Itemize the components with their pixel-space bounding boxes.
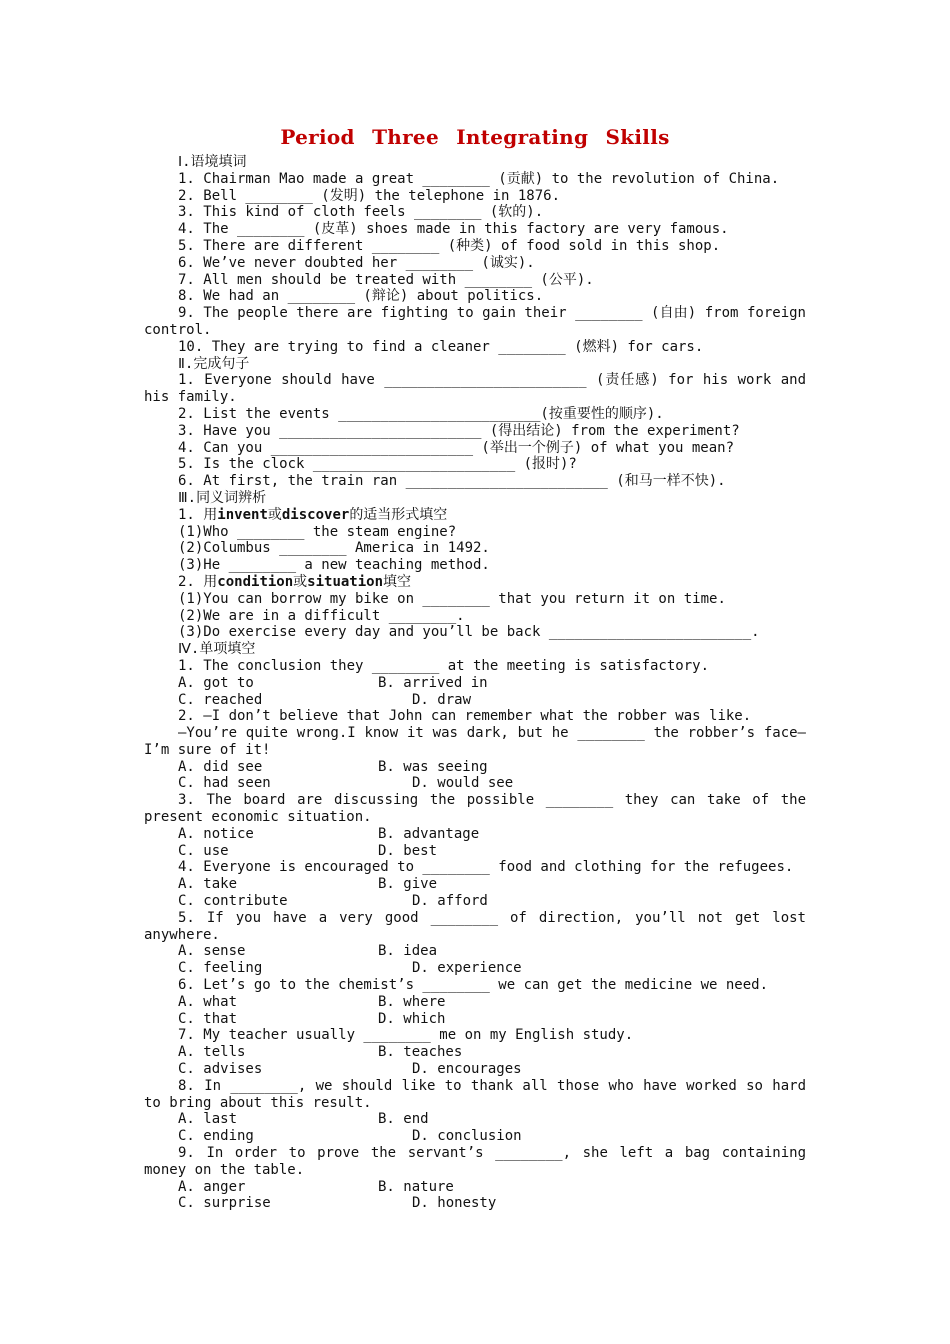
- option-row: [144, 1111, 806, 1128]
- section-2-items: [144, 372, 806, 490]
- group-1-item: (2)Columbus ________ America in 1492.: [178, 540, 490, 557]
- question-stem: 3. The board are discussing the possible ________ they can take of the present economic situation.: [144, 792, 806, 826]
- question-stem: —You’re quite wrong.I know it was dark, but he ________ the robber’s face—I’m sure of it!: [144, 725, 806, 758]
- answer-option[interactable]: A. anger: [178, 1178, 246, 1195]
- question: [144, 658, 806, 708]
- answer-option[interactable]: D. experience: [412, 960, 522, 977]
- section-1-item: 4. The ________ (皮革) shoes made in this factory are very famous.: [178, 221, 729, 238]
- answer-option[interactable]: B. teaches: [378, 1044, 463, 1061]
- answer-option[interactable]: A. did see: [178, 758, 263, 775]
- answer-option[interactable]: A. got to: [178, 674, 254, 691]
- section-2-heading: Ⅱ.完成句子: [178, 355, 250, 372]
- keyword-discover: discover: [281, 506, 350, 523]
- option-row: [144, 843, 806, 860]
- section-1-items: [144, 171, 806, 356]
- answer-option[interactable]: A. sense: [178, 943, 246, 960]
- option-row: [144, 1011, 806, 1028]
- question: [144, 708, 806, 792]
- option-row: [144, 1128, 806, 1145]
- option-row: [144, 994, 806, 1011]
- answer-option[interactable]: D. which: [378, 1010, 446, 1027]
- option-row: [144, 1044, 806, 1061]
- answer-option[interactable]: C. use: [178, 842, 229, 859]
- section-1-item: 8. We had an ________ (辩论) about politics.: [178, 288, 544, 305]
- answer-option[interactable]: D. best: [378, 842, 438, 859]
- page-title: Period Three Integrating Skills: [280, 125, 670, 149]
- instruction-suffix: 填空: [383, 573, 412, 590]
- section-2-item: 3. Have you ________________________ (得出结论) from the experiment?: [178, 422, 740, 439]
- option-row: [144, 943, 806, 960]
- group-1-instruction: [144, 507, 806, 524]
- answer-option[interactable]: D. would see: [412, 775, 514, 792]
- option-row: [144, 692, 806, 709]
- option-row: [144, 893, 806, 910]
- answer-option[interactable]: A. last: [178, 1111, 238, 1128]
- answer-option[interactable]: D. conclusion: [412, 1128, 522, 1145]
- question-stem: 1. The conclusion they ________ at the meeting is satisfactory.: [178, 657, 710, 674]
- instruction-connector: 或: [293, 573, 308, 590]
- option-row: [144, 826, 806, 843]
- answer-option[interactable]: D. honesty: [412, 1195, 497, 1212]
- section-2-item: 6. At first, the train ran ________________________ (和马一样不快).: [178, 473, 726, 490]
- group-2-item: (2)We are in a difficult ________.: [178, 607, 465, 624]
- answer-option[interactable]: D. encourages: [412, 1061, 522, 1078]
- option-row: [144, 876, 806, 893]
- option-row: [144, 960, 806, 977]
- question-stem: 6. Let’s go to the chemist’s ________ we can get the medicine we need.: [178, 977, 769, 994]
- section-2-item: 2. List the events ________________________(按重要性的顺序).: [178, 405, 664, 422]
- section-1-item: 6. We’ve never doubted her ________ (诚实).: [178, 254, 535, 271]
- answer-option[interactable]: B. arrived in: [378, 674, 488, 691]
- answer-option[interactable]: C. advises: [178, 1061, 263, 1078]
- answer-option[interactable]: B. was seeing: [378, 758, 488, 775]
- instruction-prefix: 2. 用: [178, 573, 218, 590]
- section-2-item: 5. Is the clock ________________________ (报时)?: [178, 456, 577, 473]
- question-stem: 2. —I don’t believe that John can remember what the robber was like.: [178, 708, 752, 725]
- group-2-item: (1)You can borrow my bike on ________ that you return it on time.: [178, 590, 726, 607]
- instruction-prefix: 1. 用: [178, 506, 218, 523]
- answer-option[interactable]: C. had seen: [178, 775, 271, 792]
- answer-option[interactable]: A. what: [178, 993, 238, 1010]
- section-1-item: 5. There are different ________ (种类) of food sold in this shop.: [178, 237, 721, 254]
- section-1-heading: Ⅰ.语境填词: [178, 154, 247, 170]
- section-1-item: 10. They are trying to find a cleaner ________ (燃料) for cars.: [178, 338, 704, 355]
- question: [144, 792, 806, 859]
- instruction-suffix: 的适当形式填空: [349, 506, 448, 523]
- section-4-heading: Ⅳ.单项填空: [178, 641, 256, 658]
- keyword-invent: invent: [217, 506, 268, 523]
- answer-option[interactable]: B. give: [378, 876, 438, 893]
- option-row: [144, 675, 806, 692]
- section-2-item: 4. Can you ________________________ (举出一个例子) of what you mean?: [178, 439, 735, 456]
- answer-option[interactable]: B. end: [378, 1111, 429, 1128]
- section-2-item: 1. Everyone should have ________________________ (责任感) for his work and his family.: [144, 372, 806, 406]
- section-3-heading: Ⅲ.同义词辨析: [178, 489, 267, 506]
- keyword-situation: situation: [307, 573, 384, 590]
- answer-option[interactable]: B. where: [378, 993, 446, 1010]
- option-row: [144, 1195, 806, 1212]
- instruction-connector: 或: [267, 506, 282, 523]
- multiple-choice-list: [144, 658, 806, 1212]
- question: [144, 1145, 806, 1212]
- question-stem: 5. If you have a very good ________ of direction, you’ll not get lost anywhere.: [144, 909, 806, 943]
- answer-option[interactable]: A. take: [178, 876, 238, 893]
- keyword-condition: condition: [217, 573, 294, 590]
- option-row: [144, 759, 806, 776]
- answer-option[interactable]: D. draw: [412, 691, 472, 708]
- answer-option[interactable]: C. ending: [178, 1128, 254, 1145]
- question: [144, 1027, 806, 1077]
- worksheet-page: [144, 122, 806, 1212]
- section-1-item: 2. Bell ________ (发明) the telephone in 1876.: [178, 187, 561, 204]
- answer-option[interactable]: C. reached: [178, 691, 263, 708]
- section-1-item: 7. All men should be treated with ________ (公平).: [178, 271, 594, 288]
- answer-option[interactable]: C. contribute: [178, 893, 288, 910]
- group-2-instruction: [144, 574, 806, 591]
- section-1-item: 1. Chairman Mao made a great ________ (贡献) to the revolution of China.: [178, 170, 780, 187]
- answer-option[interactable]: C. that: [178, 1010, 238, 1027]
- question: [144, 910, 806, 977]
- option-row: [144, 775, 806, 792]
- group-1-item: (1)Who ________ the steam engine?: [178, 523, 457, 540]
- group-1-item: (3)He ________ a new teaching method.: [178, 557, 490, 574]
- option-row: [144, 1061, 806, 1078]
- question: [144, 859, 806, 909]
- section-1-item: 3. This kind of cloth feels ________ (软的).: [178, 204, 544, 221]
- answer-option[interactable]: B. advantage: [378, 825, 480, 842]
- group-2-item: (3)Do exercise every day and you’ll be back ________________________.: [178, 624, 760, 641]
- answer-option[interactable]: A. notice: [178, 825, 254, 842]
- answer-option[interactable]: B. idea: [378, 943, 438, 960]
- question-stem: 8. In ________, we should like to thank all those who have worked so hard to bring about this result.: [144, 1077, 806, 1111]
- section-1-item: 9. The people there are fighting to gain their ________ (自由) from foreign control.: [144, 305, 806, 338]
- question-stem: 9. In order to prove the servant’s ________, she left a bag containing money on the table.: [144, 1145, 806, 1178]
- answer-option[interactable]: A. tells: [178, 1044, 246, 1061]
- question-stem: 4. Everyone is encouraged to ________ food and clothing for the refugees.: [178, 859, 794, 876]
- answer-option[interactable]: C. surprise: [178, 1195, 271, 1212]
- answer-option[interactable]: D. afford: [412, 893, 488, 910]
- question-stem: 7. My teacher usually ________ me on my English study.: [178, 1027, 634, 1044]
- option-row: [144, 1179, 806, 1196]
- question: [144, 977, 806, 1027]
- question: [144, 1078, 806, 1145]
- answer-option[interactable]: C. feeling: [178, 960, 263, 977]
- answer-option[interactable]: B. nature: [378, 1178, 454, 1195]
